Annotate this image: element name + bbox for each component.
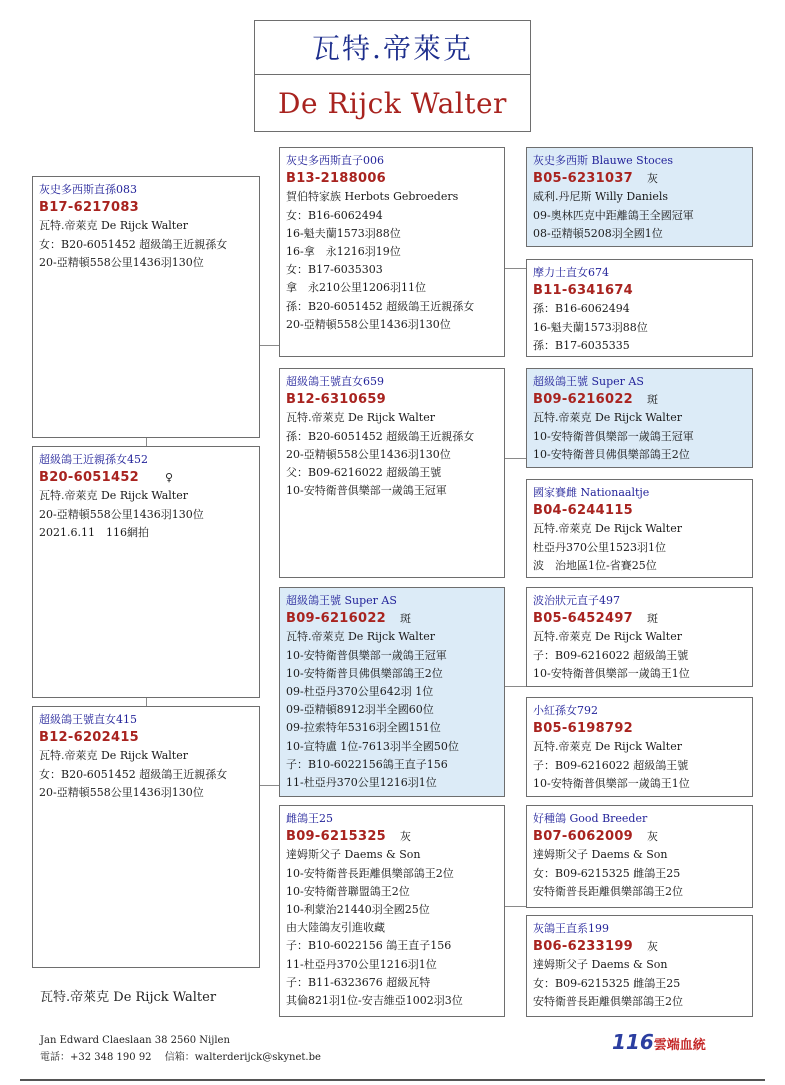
detail-line: 子：B11-6323676 超級瓦特: [286, 975, 431, 989]
connector: [258, 345, 280, 346]
detail-line: 瓦特.帝萊克 De Rijck Walter: [286, 411, 435, 425]
detail-line: 孫：B16-6062494: [533, 302, 630, 316]
detail-line: 子：B09-6216022 超級鴿王號: [533, 648, 689, 662]
bottom-rule: [20, 1079, 765, 1081]
sex-symbol: ♀: [165, 471, 174, 485]
contact-info: 電話：+32 348 190 92 信箱：walterderijck@skynet.be: [40, 1052, 321, 1063]
connector: [258, 785, 280, 786]
title-cn-box: [254, 20, 531, 75]
connector: [504, 686, 526, 687]
ring-number: B07-6062009: [533, 829, 634, 845]
detail-line: 女：B17-6035303: [286, 263, 383, 277]
pigeon-name: 超級鴿王近親孫女452: [39, 453, 148, 466]
ring-number: B13-2188006: [286, 171, 387, 187]
detail-line: 孫：B20-6051452 超級鴿王近親孫女: [286, 429, 475, 443]
detail-line: 10-安特衛普長距離俱樂部鴿王2位: [286, 866, 454, 880]
pigeon-name: 超級鴿王號直女415: [39, 713, 137, 726]
ancestor-card-8[interactable]: [526, 915, 753, 1017]
pigeon-name: 灰史多西斯直子006: [286, 154, 384, 167]
ring-number: B11-6341674: [533, 283, 634, 299]
color-tag: 灰: [647, 940, 659, 954]
detail-line: 10-安特衛普聯盟鴿王2位: [286, 884, 410, 898]
pigeon-name: 灰鴿王直系199: [533, 922, 609, 935]
color-tag: 灰: [647, 172, 659, 186]
color-tag: 灰: [647, 830, 659, 844]
detail-line: 子：B10-6022156 鴿王直子156: [286, 939, 452, 953]
subject-card[interactable]: [32, 446, 260, 698]
detail-line: 20-亞精頓558公里1436羽130位: [39, 255, 204, 269]
detail-line: 由大陸鴿友引進收藏: [286, 921, 385, 935]
connector: [504, 458, 526, 459]
pigeon-name: 超級鴿王號 Super AS: [286, 594, 397, 607]
detail-line: 16-拿 永1216羽19位: [286, 245, 401, 259]
color-tag: 斑: [647, 612, 659, 626]
detail-line: 08-亞精頓5208羽全國1位: [533, 226, 663, 240]
ring-number: B05-6198792: [533, 721, 634, 737]
detail-line: 10-利蒙治21440羽全國25位: [286, 903, 430, 917]
detail-line: 杜亞丹370公里1523羽1位: [533, 540, 666, 554]
detail-line: 瓦特.帝萊克 De Rijck Walter: [39, 749, 188, 763]
pigeon-name: 灰史多西斯 Blauwe Stoces: [533, 154, 674, 167]
ancestor-card-2[interactable]: [526, 259, 753, 357]
detail-line: 2021.6.11 116網拍: [39, 525, 149, 539]
ring-number: B12-6310659: [286, 392, 387, 408]
pigeon-name: 好種鴿 Good Breeder: [533, 812, 648, 825]
detail-line: 16-魁夫蘭1573羽88位: [286, 226, 401, 240]
detail-line: 瓦特.帝萊克 De Rijck Walter: [533, 522, 682, 536]
detail-line: 20-亞精頓558公里1436羽130位: [286, 317, 451, 331]
detail-line: 09-杜亞丹370公里642羽 1位: [286, 685, 434, 699]
ancestor-card-7[interactable]: [526, 805, 753, 908]
detail-line: 女：B09-6215325 雌鴿王25: [533, 976, 681, 990]
breeder-name: 瓦特.帝萊克 De Rijck Walter: [40, 990, 217, 1005]
ring-number: B17-6217083: [39, 200, 140, 216]
detail-line: 09-奧林匹克中距離鴿王全國冠軍: [533, 208, 694, 222]
detail-line: 10-安特衛普俱樂部一歲鴿王1位: [533, 776, 690, 790]
ancestor-card-6[interactable]: [526, 697, 753, 797]
ring-number: B12-6202415: [39, 730, 140, 746]
detail-line: 瓦特.帝萊克 De Rijck Walter: [533, 630, 682, 644]
ring-number: B09-6215325: [286, 829, 387, 845]
ring-number: B04-6244115: [533, 503, 634, 519]
logo-text: 雲端血統: [653, 1038, 706, 1053]
detail-line: 孫：B20-6051452 超級鴿王近親孫女: [286, 299, 475, 313]
pigeon-name: 超級鴿王號直女659: [286, 375, 384, 388]
detail-line: 瓦特.帝萊克 De Rijck Walter: [39, 489, 188, 503]
detail-line: 10-安特衛普俱樂部一歲鴿王1位: [533, 666, 690, 680]
detail-line: 拿 永210公里1206羽11位: [286, 281, 426, 295]
detail-line: 威利.丹尼斯 Willy Daniels: [533, 190, 669, 204]
color-tag: 斑: [400, 612, 412, 626]
pigeon-name: 波治狀元直子497: [533, 594, 620, 607]
detail-line: 女：B16-6062494: [286, 208, 383, 222]
ancestor-card-4[interactable]: [526, 479, 753, 578]
title-chinese: 瓦特.帝萊克: [312, 32, 473, 65]
detail-line: 16-魁夫蘭1573羽88位: [533, 320, 648, 334]
detail-line: 父：B09-6216022 超級鴿王號: [286, 466, 442, 480]
detail-line: 10-宣特盧 1位-7613羽半全國50位: [286, 739, 459, 753]
detail-line: 安特衛普長距離俱樂部鴿王2位: [533, 884, 683, 898]
detail-line: 10-安特衛普俱樂部一歲鴿王冠軍: [286, 648, 447, 662]
detail-line: 女：B20-6051452 超級鴿王近親孫女: [39, 767, 228, 781]
detail-line: 達姆斯父子 Daems & Son: [533, 848, 668, 862]
detail-line: 波 治地區1位-省賽25位: [533, 558, 657, 572]
detail-line: 09-拉索特年5316羽全國151位: [286, 721, 441, 735]
grandsire-maternal-card[interactable]: [279, 587, 505, 797]
connector: [504, 268, 526, 269]
pigeon-name: 摩力士直女674: [533, 266, 609, 279]
color-tag: 斑: [647, 393, 659, 407]
detail-line: 10-安特衛普俱樂部一歲鴿王冠軍: [533, 429, 694, 443]
title-en-box: [254, 74, 531, 132]
detail-line: 子：B10-6022156鴿王直子156: [286, 757, 448, 771]
ring-number: B20-6051452: [39, 470, 140, 486]
ring-number: B05-6452497: [533, 611, 634, 627]
pigeon-name: 超級鴿王號 Super AS: [533, 375, 644, 388]
pigeon-name: 雌鴿王25: [286, 812, 333, 825]
detail-line: 10-安特衛普俱樂部一歲鴿王冠軍: [286, 484, 447, 498]
detail-line: 瓦特.帝萊克 De Rijck Walter: [533, 411, 682, 425]
detail-line: 10-安特衛普貝佛俱樂部鴿王2位: [286, 666, 443, 680]
detail-line: 孫：B17-6035335: [533, 338, 630, 352]
color-tag: 灰: [400, 830, 412, 844]
detail-line: 達姆斯父子 Daems & Son: [286, 848, 421, 862]
detail-line: 20-亞精頓558公里1436羽130位: [39, 507, 204, 521]
detail-line: 賀伯特家族 Herbots Gebroeders: [286, 190, 459, 204]
detail-line: 10-安特衛普貝佛俱樂部鴿王2位: [533, 447, 690, 461]
grandsire-paternal-card[interactable]: [279, 147, 505, 357]
ring-number: B05-6231037: [533, 171, 634, 187]
dam-card[interactable]: [32, 706, 260, 968]
detail-line: 女：B09-6215325 雌鴿王25: [533, 866, 681, 880]
detail-line: 其倫821羽1位-安吉維亞1002羽3位: [286, 994, 463, 1008]
detail-line: 女：B20-6051452 超級鴿王近親孫女: [39, 237, 228, 251]
detail-line: 瓦特.帝萊克 De Rijck Walter: [39, 219, 188, 233]
sire-card[interactable]: [32, 176, 260, 438]
logo-number: 116: [612, 1030, 654, 1054]
granddam-maternal-card[interactable]: [279, 805, 505, 1017]
detail-line: 瓦特.帝萊克 De Rijck Walter: [533, 740, 682, 754]
detail-line: 子：B09-6216022 超級鴿王號: [533, 758, 689, 772]
detail-line: 安特衛普長距離俱樂部鴿王2位: [533, 994, 683, 1008]
detail-line: 達姆斯父子 Daems & Son: [533, 958, 668, 972]
detail-line: 09-亞精頓8912羽半全國60位: [286, 703, 434, 717]
ring-number: B09-6216022: [533, 392, 634, 408]
ring-number: B09-6216022: [286, 611, 387, 627]
logo: [612, 1030, 706, 1054]
detail-line: 20-亞精頓558公里1436羽130位: [39, 785, 204, 799]
detail-line: 瓦特.帝萊克 De Rijck Walter: [286, 630, 435, 644]
ancestor-card-3[interactable]: [526, 368, 753, 468]
pigeon-name: 小紅孫女792: [533, 704, 598, 717]
detail-line: 11-杜亞丹370公里1216羽1位: [286, 776, 437, 790]
pigeon-name: 灰史多西斯直孫083: [39, 183, 137, 196]
detail-line: 11-杜亞丹370公里1216羽1位: [286, 957, 437, 971]
ancestor-card-1[interactable]: [526, 147, 753, 247]
pigeon-name: 國家賽雌 Nationaaltje: [533, 486, 650, 499]
granddam-paternal-card[interactable]: [279, 368, 505, 578]
ring-number: B06-6233199: [533, 939, 634, 955]
ancestor-card-5[interactable]: [526, 587, 753, 687]
title-english: De Rijck Walter: [278, 87, 507, 120]
detail-line: 20-亞精頓558公里1436羽130位: [286, 447, 451, 461]
connector: [504, 906, 526, 907]
address: Jan Edward Claeslaan 38 2560 Nijlen: [40, 1035, 230, 1046]
